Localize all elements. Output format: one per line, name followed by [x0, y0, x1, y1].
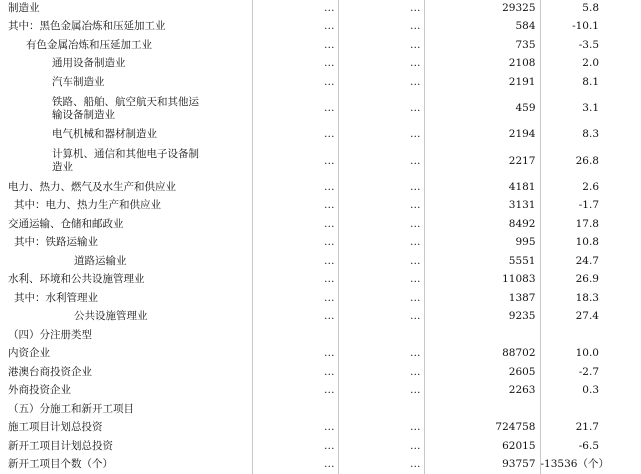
- row-value: 9235: [424, 308, 540, 327]
- row-label: [0, 144, 252, 178]
- table-row: [0, 36, 641, 55]
- row-label-text: 计算机、通信和其他电子设备制造业: [52, 148, 202, 174]
- row-value: [424, 326, 540, 345]
- table-row: [0, 92, 641, 126]
- table-row: [0, 419, 641, 438]
- row-col1: …: [252, 126, 338, 145]
- row-growth: 2.6: [540, 178, 641, 197]
- row-value: 3131: [424, 197, 540, 216]
- row-label: 公共设施管理业: [0, 308, 252, 327]
- row-growth: [540, 326, 641, 345]
- row-label: 交通运输、仓储和邮政业: [0, 215, 252, 234]
- row-col2: …: [338, 215, 424, 234]
- row-label: 电气机械和器材制造业: [0, 126, 252, 145]
- row-label: 道路运输业: [0, 252, 252, 271]
- table-row: [0, 289, 641, 308]
- row-value: 1387: [424, 289, 540, 308]
- row-col1: …: [252, 215, 338, 234]
- section-heading: （四）分注册类型: [0, 326, 252, 345]
- row-growth: 2.0: [540, 55, 641, 74]
- section-heading: （五）分施工和新开工项目: [0, 400, 252, 419]
- row-growth: 27.4: [540, 308, 641, 327]
- table-row: [0, 18, 641, 37]
- table-row: [0, 456, 641, 474]
- row-value: 4181: [424, 178, 540, 197]
- row-col2: …: [338, 18, 424, 37]
- table-row: [0, 197, 641, 216]
- row-value: 88702: [424, 345, 540, 364]
- row-label: 施工项目计划总投资: [0, 419, 252, 438]
- row-value: 459: [424, 92, 540, 126]
- row-growth: 8.1: [540, 73, 641, 92]
- row-label: 其中：水利管理业: [0, 289, 252, 308]
- row-label: 通用设备制造业: [0, 55, 252, 74]
- table-row: [0, 308, 641, 327]
- row-label: 外商投资企业: [0, 382, 252, 401]
- row-growth: -6.5: [540, 437, 641, 456]
- row-growth: 10.0: [540, 345, 641, 364]
- row-label: 其中：黑色金属冶炼和压延加工业: [0, 18, 252, 37]
- table-row: [0, 144, 641, 178]
- row-growth: 17.8: [540, 215, 641, 234]
- row-col1: [252, 326, 338, 345]
- table-row: [0, 437, 641, 456]
- row-col2: …: [338, 345, 424, 364]
- row-label: 水利、环境和公共设施管理业: [0, 271, 252, 290]
- row-growth: -1.7: [540, 197, 641, 216]
- row-col1: …: [252, 363, 338, 382]
- row-col2: …: [338, 178, 424, 197]
- row-value: 724758: [424, 419, 540, 438]
- row-col1: …: [252, 36, 338, 55]
- row-col1: …: [252, 382, 338, 401]
- row-col1: …: [252, 289, 338, 308]
- row-value: 2191: [424, 73, 540, 92]
- row-growth: -10.1: [540, 18, 641, 37]
- row-col1: …: [252, 308, 338, 327]
- row-col1: …: [252, 234, 338, 253]
- row-col2: …: [338, 382, 424, 401]
- row-label: 其中：铁路运输业: [0, 234, 252, 253]
- row-col2: …: [338, 36, 424, 55]
- row-label-text: 铁路、船舶、航空航天和其他运输设备制造业: [52, 96, 202, 122]
- section-header-row: [0, 326, 641, 345]
- row-growth: 18.3: [540, 289, 641, 308]
- row-value: 995: [424, 234, 540, 253]
- row-col2: …: [338, 126, 424, 145]
- row-value: 2605: [424, 363, 540, 382]
- table-row: [0, 234, 641, 253]
- row-col1: …: [252, 73, 338, 92]
- row-col2: …: [338, 308, 424, 327]
- row-col1: …: [252, 437, 338, 456]
- table-row: [0, 0, 641, 18]
- table-row: [0, 126, 641, 145]
- row-label: 内资企业: [0, 345, 252, 364]
- row-value: 29325: [424, 0, 540, 18]
- row-value: 2263: [424, 382, 540, 401]
- table-row: [0, 382, 641, 401]
- row-growth: 3.1: [540, 92, 641, 126]
- row-label: 新开工项目个数（个）: [0, 456, 252, 474]
- row-label: 汽车制造业: [0, 73, 252, 92]
- table-row: [0, 271, 641, 290]
- row-value: 5551: [424, 252, 540, 271]
- row-value: 93757: [424, 456, 540, 474]
- row-growth: -13536（个）: [540, 456, 641, 474]
- row-growth: 8.3: [540, 126, 641, 145]
- row-col2: …: [338, 363, 424, 382]
- row-col2: …: [338, 419, 424, 438]
- row-value: 11083: [424, 271, 540, 290]
- row-col1: …: [252, 92, 338, 126]
- row-col2: …: [338, 73, 424, 92]
- row-label: 新开工项目计划总投资: [0, 437, 252, 456]
- table-row: [0, 215, 641, 234]
- row-value: 2108: [424, 55, 540, 74]
- row-label: 电力、热力、燃气及水生产和供应业: [0, 178, 252, 197]
- row-growth: 21.7: [540, 419, 641, 438]
- row-growth: 10.8: [540, 234, 641, 253]
- row-col2: …: [338, 271, 424, 290]
- row-growth: 24.7: [540, 252, 641, 271]
- row-col1: …: [252, 144, 338, 178]
- row-label: 有色金属冶炼和压延加工业: [0, 36, 252, 55]
- row-col1: …: [252, 55, 338, 74]
- row-col1: …: [252, 178, 338, 197]
- row-value: 735: [424, 36, 540, 55]
- row-value: 2217: [424, 144, 540, 178]
- row-col1: …: [252, 0, 338, 18]
- row-label: [0, 92, 252, 126]
- row-col2: [338, 400, 424, 419]
- table-row: [0, 345, 641, 364]
- row-col2: …: [338, 0, 424, 18]
- row-growth: -3.5: [540, 36, 641, 55]
- row-growth: 5.8: [540, 0, 641, 18]
- row-growth: -2.7: [540, 363, 641, 382]
- row-col1: …: [252, 419, 338, 438]
- row-col2: [338, 326, 424, 345]
- row-col2: …: [338, 437, 424, 456]
- table-row: [0, 55, 641, 74]
- table-row: [0, 363, 641, 382]
- row-col2: …: [338, 252, 424, 271]
- row-col1: …: [252, 252, 338, 271]
- row-col1: …: [252, 197, 338, 216]
- row-value: 8492: [424, 215, 540, 234]
- row-col1: …: [252, 345, 338, 364]
- row-growth: 0.3: [540, 382, 641, 401]
- row-col2: …: [338, 456, 424, 474]
- row-col2: …: [338, 55, 424, 74]
- row-label: 制造业: [0, 0, 252, 18]
- row-label: 其中：电力、热力生产和供应业: [0, 197, 252, 216]
- row-growth: 26.8: [540, 144, 641, 178]
- row-col1: [252, 400, 338, 419]
- row-col1: …: [252, 456, 338, 474]
- row-col1: …: [252, 18, 338, 37]
- row-value: 2194: [424, 126, 540, 145]
- row-label: 港澳台商投资企业: [0, 363, 252, 382]
- table-row: [0, 178, 641, 197]
- row-growth: 26.9: [540, 271, 641, 290]
- row-growth: [540, 400, 641, 419]
- row-col2: …: [338, 144, 424, 178]
- row-value: [424, 400, 540, 419]
- table-row: [0, 252, 641, 271]
- table-row: [0, 73, 641, 92]
- row-value: 584: [424, 18, 540, 37]
- row-col2: …: [338, 92, 424, 126]
- row-value: 62015: [424, 437, 540, 456]
- row-col2: …: [338, 197, 424, 216]
- row-col1: …: [252, 271, 338, 290]
- section-header-row: [0, 400, 641, 419]
- row-col2: …: [338, 289, 424, 308]
- row-col2: …: [338, 234, 424, 253]
